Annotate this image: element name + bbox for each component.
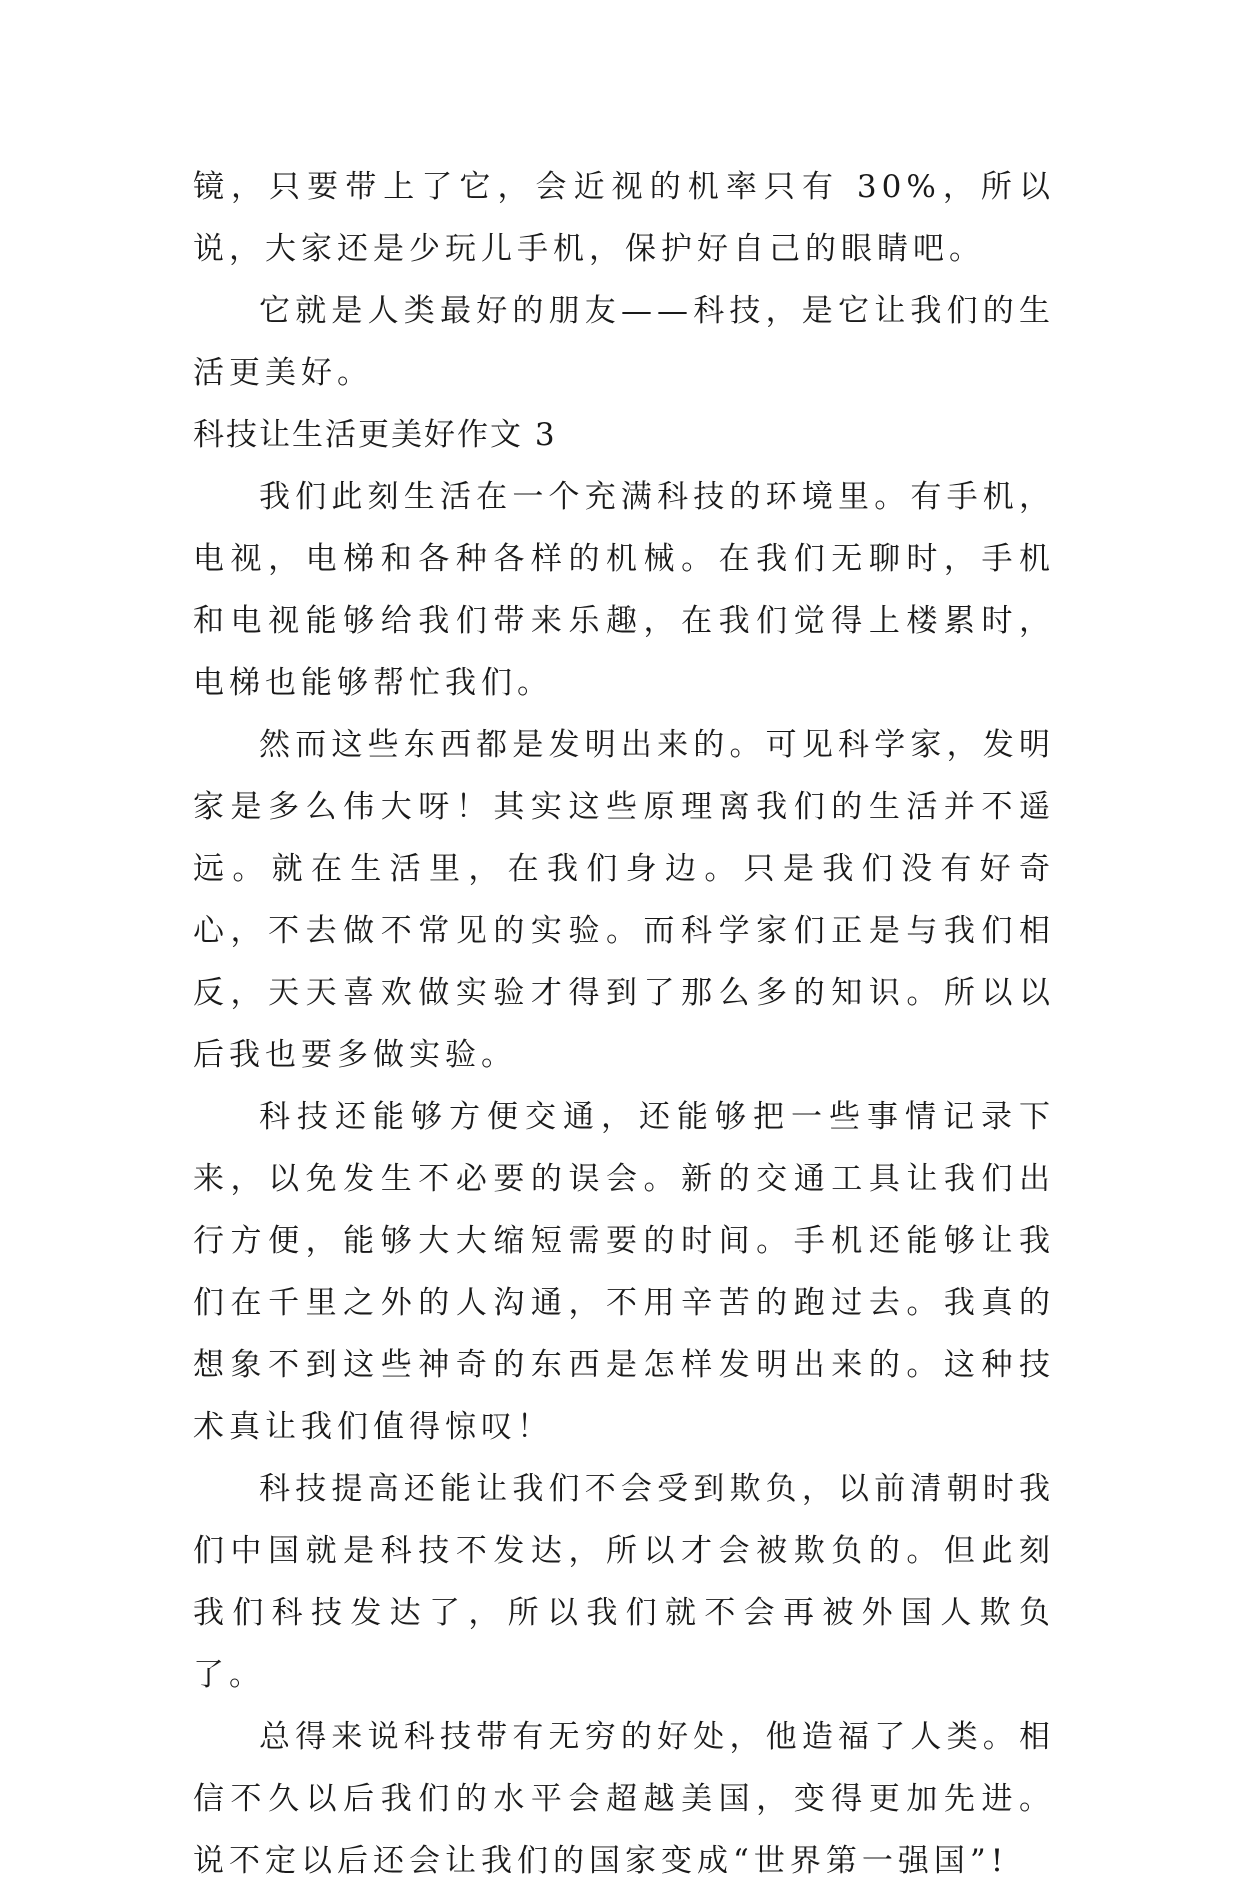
- paragraph: 总得来说科技带有无穷的好处，他造福了人类。相信不久以后我们的水平会超越美国，变得更加先进。说不定以后还会让我们的国家变成“世界第一强国”!: [193, 1719, 1055, 1879]
- document-body: [193, 156, 1055, 1892]
- paragraph: 科技提高还能让我们不会受到欺负，以前清朝时我们中国就是科技不发达，所以才会被欺负的。但此刻我们科技发达了，所以我们就不会再被外国人欺负了。: [193, 1471, 1055, 1693]
- paragraph: 我们此刻生活在一个充满科技的环境里。有手机，电视，电梯和各种各样的机械。在我们无聊时，手机和电视能够给我们带来乐趣，在我们觉得上楼累时，电梯也能够帮忙我们。: [193, 479, 1055, 701]
- paragraph-conclusion: 它就是人类最好的朋友——科技，是它让我们的生活更美好。: [193, 293, 1055, 391]
- paragraph: 科技还能够方便交通，还能够把一些事情记录下来，以免发生不必要的误会。新的交通工具让我们出行方便，能够大大缩短需要的时间。手机还能够让我们在千里之外的人沟通，不用辛苦的跑过去。我真的想象不到这些神奇的东西是怎样发明出来的。这种技术真让我们值得惊叹！: [193, 1099, 1055, 1445]
- section-title: 科技让生活更美好作文 3: [193, 417, 557, 453]
- paragraph: 然而这些东西都是发明出来的。可见科学家，发明家是多么伟大呀！其实这些原理离我们的生活并不遥远。就在生活里，在我们身边。只是我们没有好奇心，不去做不常见的实验。而科学家们正是与我们相反，天天喜欢做实验才得到了那么多的知识。所以以后我也要多做实验。: [193, 727, 1055, 1073]
- paragraph-continued: 镜，只要带上了它，会近视的机率只有 30%，所以说，大家还是少玩儿手机，保护好自己的眼睛吧。: [193, 169, 1055, 267]
